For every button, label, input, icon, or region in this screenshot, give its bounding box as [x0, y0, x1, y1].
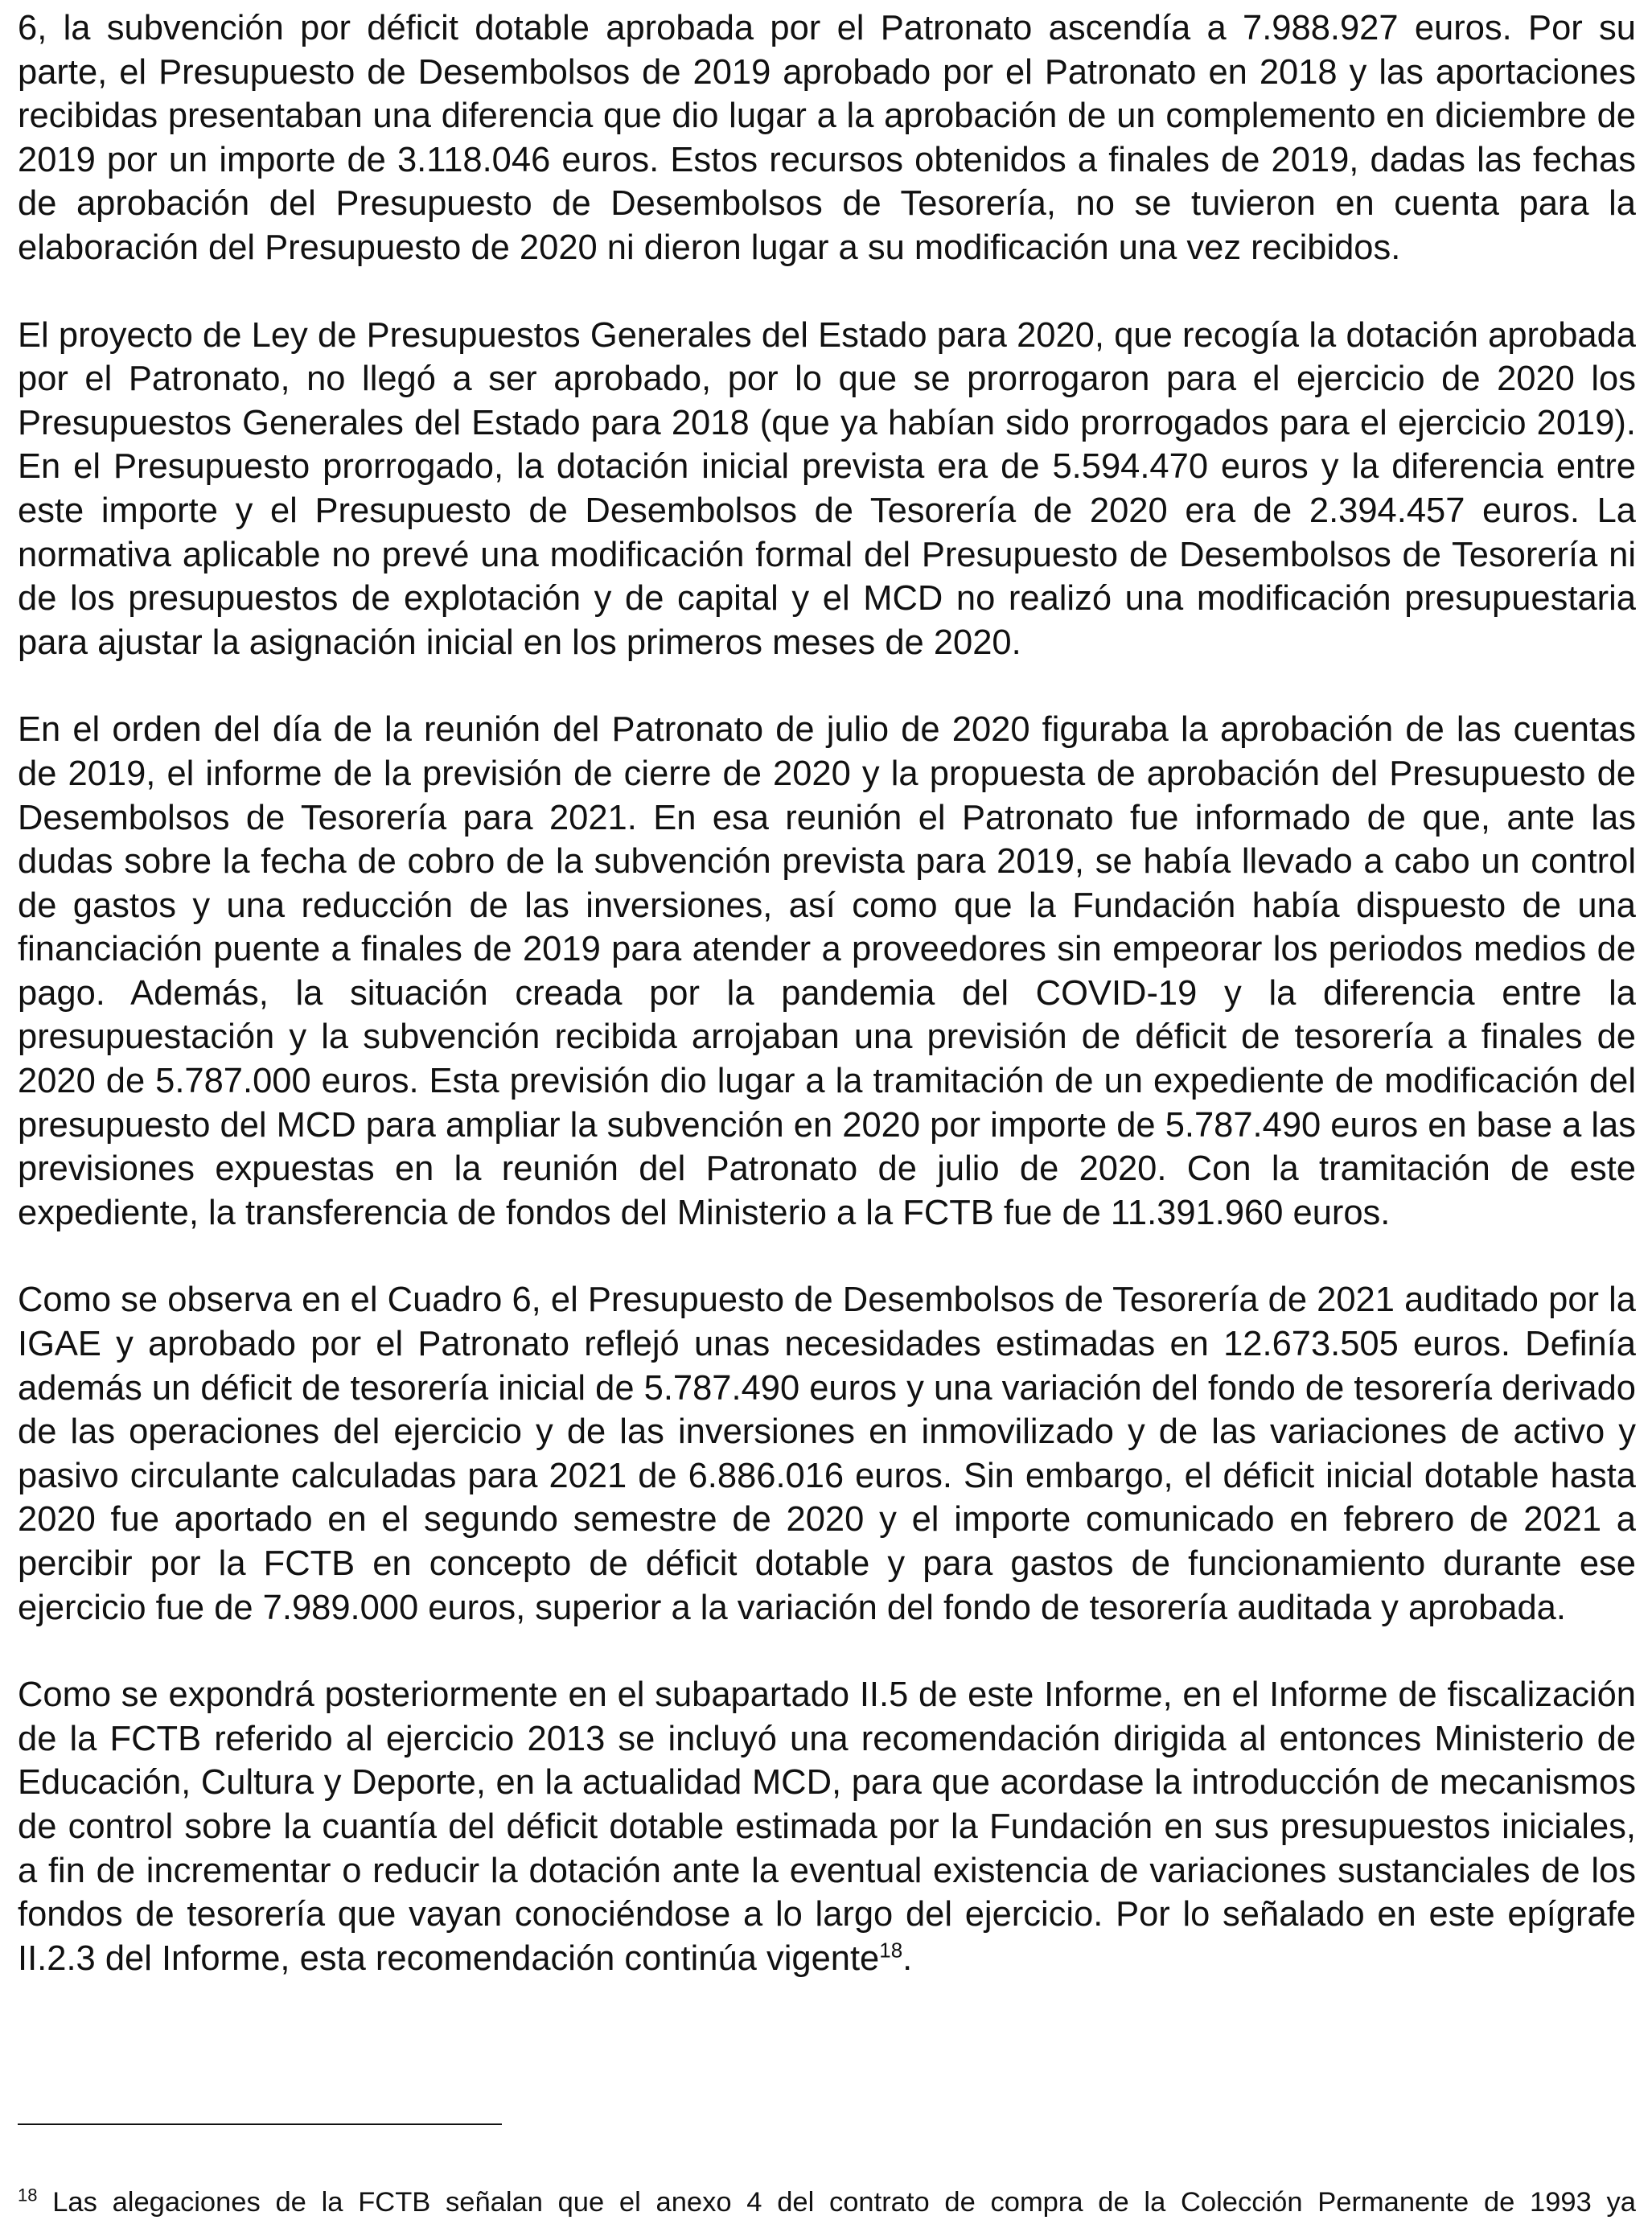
footnote-separator [18, 2123, 502, 2125]
paragraph-5-text: Como se expondrá posteriormente en el subapartado II.5 de este Informe, en el Informe de fiscalización de la FCTB referido al ejercicio 2013 se incluyó una recomendación dirigida al entonces Ministerio de Educación, Cultura y Deporte, en la actualidad MCD, para que acordase la introducción de mecanismos de control sobre la cuantía del déficit dotable estimada por la Fundación en sus presupuestos iniciales, a fin de incrementar o reducir la dotación ante la eventual existencia de variaciones sustanciales de los fondos de tesorería que vayan conociéndose a lo largo del ejercicio. Por lo señalado en este epígrafe II.2.3 del Informe, esta recomendación continúa vigente [18, 1675, 1636, 1978]
paragraph-3: En el orden del día de la reunión del Patronato de julio de 2020 figuraba la aprobación de las cuentas de 2019, el informe de la previsión de cierre de 2020 y la propuesta de aprobación del Presupuesto de Desembolsos de Tesorería para 2021. En esa reunión el Patronato fue informado de que, ante las dudas sobre la fecha de cobro de la subvención prevista para 2019, se había llevado a cabo un control de gastos y una reducción de las inversiones, así como que la Fundación había dispuesto de una financiación puente a finales de 2019 para atender a proveedores sin empeorar los periodos medios de pago. Además, la situación creada por la pandemia del COVID-19 y la diferencia entre la presupuestación y la subvención recibida arrojaban una previsión de déficit de tesorería a finales de 2020 de 5.787.000 euros. Esta previsión dio lugar a la tramitación de un expediente de modificación del presupuesto del MCD para ampliar la subvención en 2020 por importe de 5.787.490 euros en base a las previsiones expuestas en la reunión del Patronato de julio de 2020. Con la tramitación de este expediente, la transferencia de fondos del Ministerio a la FCTB fue de 11.391.960 euros. [18, 710, 1636, 1232]
footnote-number: 18 [18, 2185, 38, 2206]
paragraph-1: 6, la subvención por déficit dotable aprobada por el Patronato ascendía a 7.988.927 euros. Por su parte, el Presupuesto de Desembolsos de 2019 aprobado por el Patronato en 2018 y las aportaciones recibidas presentaban una diferencia que dio lugar a la aprobación de un complemento en diciembre de 2019 por un importe de 3.118.046 euros. Estos recursos obtenidos a finales de 2019, dadas las fechas de aprobación del Presupuesto de Desembolsos de Tesorería, no se tuvieron en cuenta para la elaboración del Presupuesto de 2020 ni dieron lugar a su modificación una vez recibidos. [18, 9, 1636, 267]
footnote-text: Las alegaciones de la FCTB señalan que el anexo 4 del contrato de compra de la Colección Permanente de 1993 ya [52, 2187, 1636, 2218]
paragraph-5-end: . [902, 1938, 913, 1978]
paragraph-4: Como se observa en el Cuadro 6, el Presupuesto de Desembolsos de Tesorería de 2021 auditado por la IGAE y aprobado por el Patronato reflejó unas necesidades estimadas en 12.673.505 euros. Definía además un déficit de tesorería inicial de 5.787.490 euros y una variación del fondo de tesorería derivado de las operaciones del ejercicio y de las inversiones en inmovilizado y de las variaciones de activo y pasivo circulante calculadas para 2021 de 6.886.016 euros. Sin embargo, el déficit inicial dotable hasta 2020 fue aportado en el segundo semestre de 2020 y el importe comunicado en febrero de 2021 a percibir por la FCTB en concepto de déficit dotable y para gastos de funcionamiento durante ese ejercicio fue de 7.989.000 euros, superior a la variación del fondo de tesorería auditada y aprobada. [18, 1281, 1636, 1627]
document-page [18, 6, 1636, 1980]
footnote [18, 2185, 1636, 2220]
paragraph-2: El proyecto de Ley de Presupuestos Generales del Estado para 2020, que recogía la dotación aprobada por el Patronato, no llegó a ser aprobado, por lo que se prorrogaron para el ejercicio de 2020 los Presupuestos Generales del Estado para 2018 (que ya habían sido prorrogados para el ejercicio 2019). En el Presupuesto prorrogado, la dotación inicial prevista era de 5.594.470 euros y la diferencia entre este importe y el Presupuesto de Desembolsos de Tesorería de 2020 era de 2.394.457 euros. La normativa aplicable no prevé una modificación formal del Presupuesto de Desembolsos de Tesorería ni de los presupuestos de explotación y de capital y el MCD no realizó una modificación presupuestaria para ajustar la asignación inicial en los primeros meses de 2020. [18, 315, 1636, 662]
paragraph-5 [18, 1673, 1636, 1980]
footnote-reference[interactable]: 18 [879, 1938, 903, 1963]
